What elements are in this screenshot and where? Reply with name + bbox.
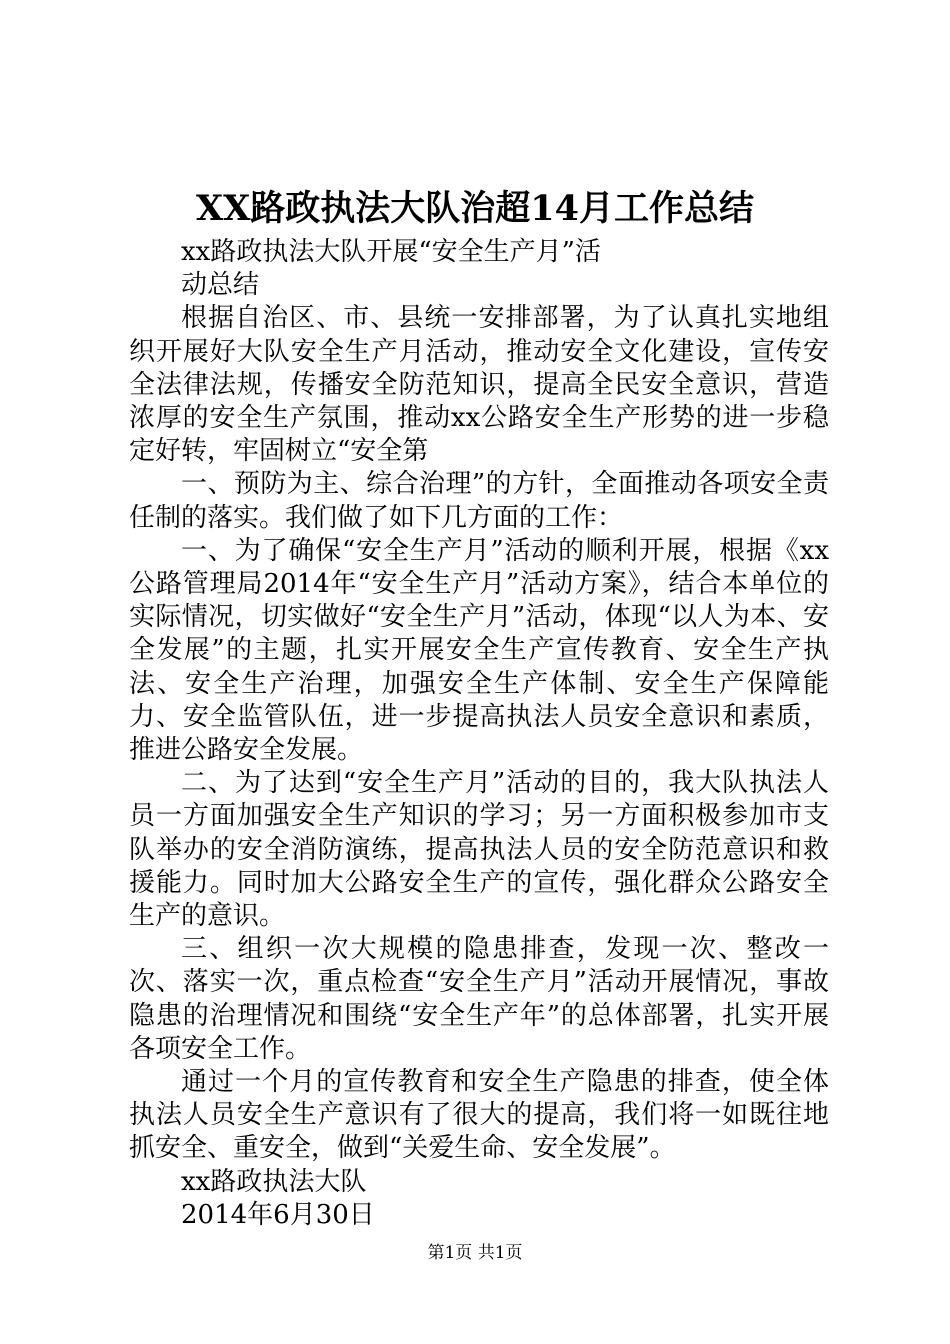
document-title: XX路政执法大队治超14月工作总结 (195, 188, 755, 229)
document-body (129, 236, 829, 1232)
page-footer: 第1页 共1页 (427, 1243, 523, 1263)
paragraph-item-2: 二、为了达到“安全生产月”活动的目的，我大队执法人员一方面加强安全生产知识的学习；另一方面积极参加市支队举办的安全消防演练，提高执法人员的安全防范意识和救援能力。同时加大公路安全生产的宣传，强化群众公路安全生产的意识。 (129, 768, 829, 932)
paragraph-item-3: 三、组织一次大规模的隐患排查，发现一次、整改一次、落实一次，重点检查“安全生产月”活动开展情况，事故隐患的治理情况和围绕“安全生产年”的总体部署，扎实开展各项安全工作。 (129, 934, 829, 1064)
signature: xx路政执法大队 (181, 1166, 367, 1197)
paragraph-conclusion: 通过一个月的宣传教育和安全生产隐患的排查，使全体执法人员安全生产意识有了很大的提高，我们将一如既往地抓安全、重安全，做到“关爱生命、安全发展”。 (129, 1067, 829, 1164)
paragraph-intro: 根据自治区、市、县统一安排部署，为了认真扎实地组织开展好大队安全生产月活动，推动安全文化建设，宣传安全法律法规，传播安全防范知识，提高全民安全意识，营造浓厚的安全生产氛围，推动xx公路安全生产形势的进一步稳定好转，牢固树立“安全第 (129, 303, 829, 467)
subtitle-line-1: xx路政执法大队开展“安全生产月”活 (181, 237, 601, 267)
paragraph-principle: 一、预防为主、综合治理”的方针，全面推动各项安全责任制的落实。我们做了如下几方面的工作： (129, 469, 829, 533)
subtitle-line-2: 动总结 (181, 270, 260, 301)
document-date: 2014年6月30日 (181, 1199, 375, 1230)
paragraph-item-1: 一、为了确保“安全生产月”活动的顺利开展，根据《xx公路管理局2014年“安全生产月”活动方案》，结合本单位的实际情况，切实做好“安全生产月”活动，体现“以人为本、安全发展”的主题，扎实开展安全生产宣传教育、安全生产执法、安全生产治理，加强安全生产体制、安全生产保障能力、安全监管队伍，进一步提高执法人员安全意识和素质，推进公路安全发展。 (129, 535, 829, 766)
